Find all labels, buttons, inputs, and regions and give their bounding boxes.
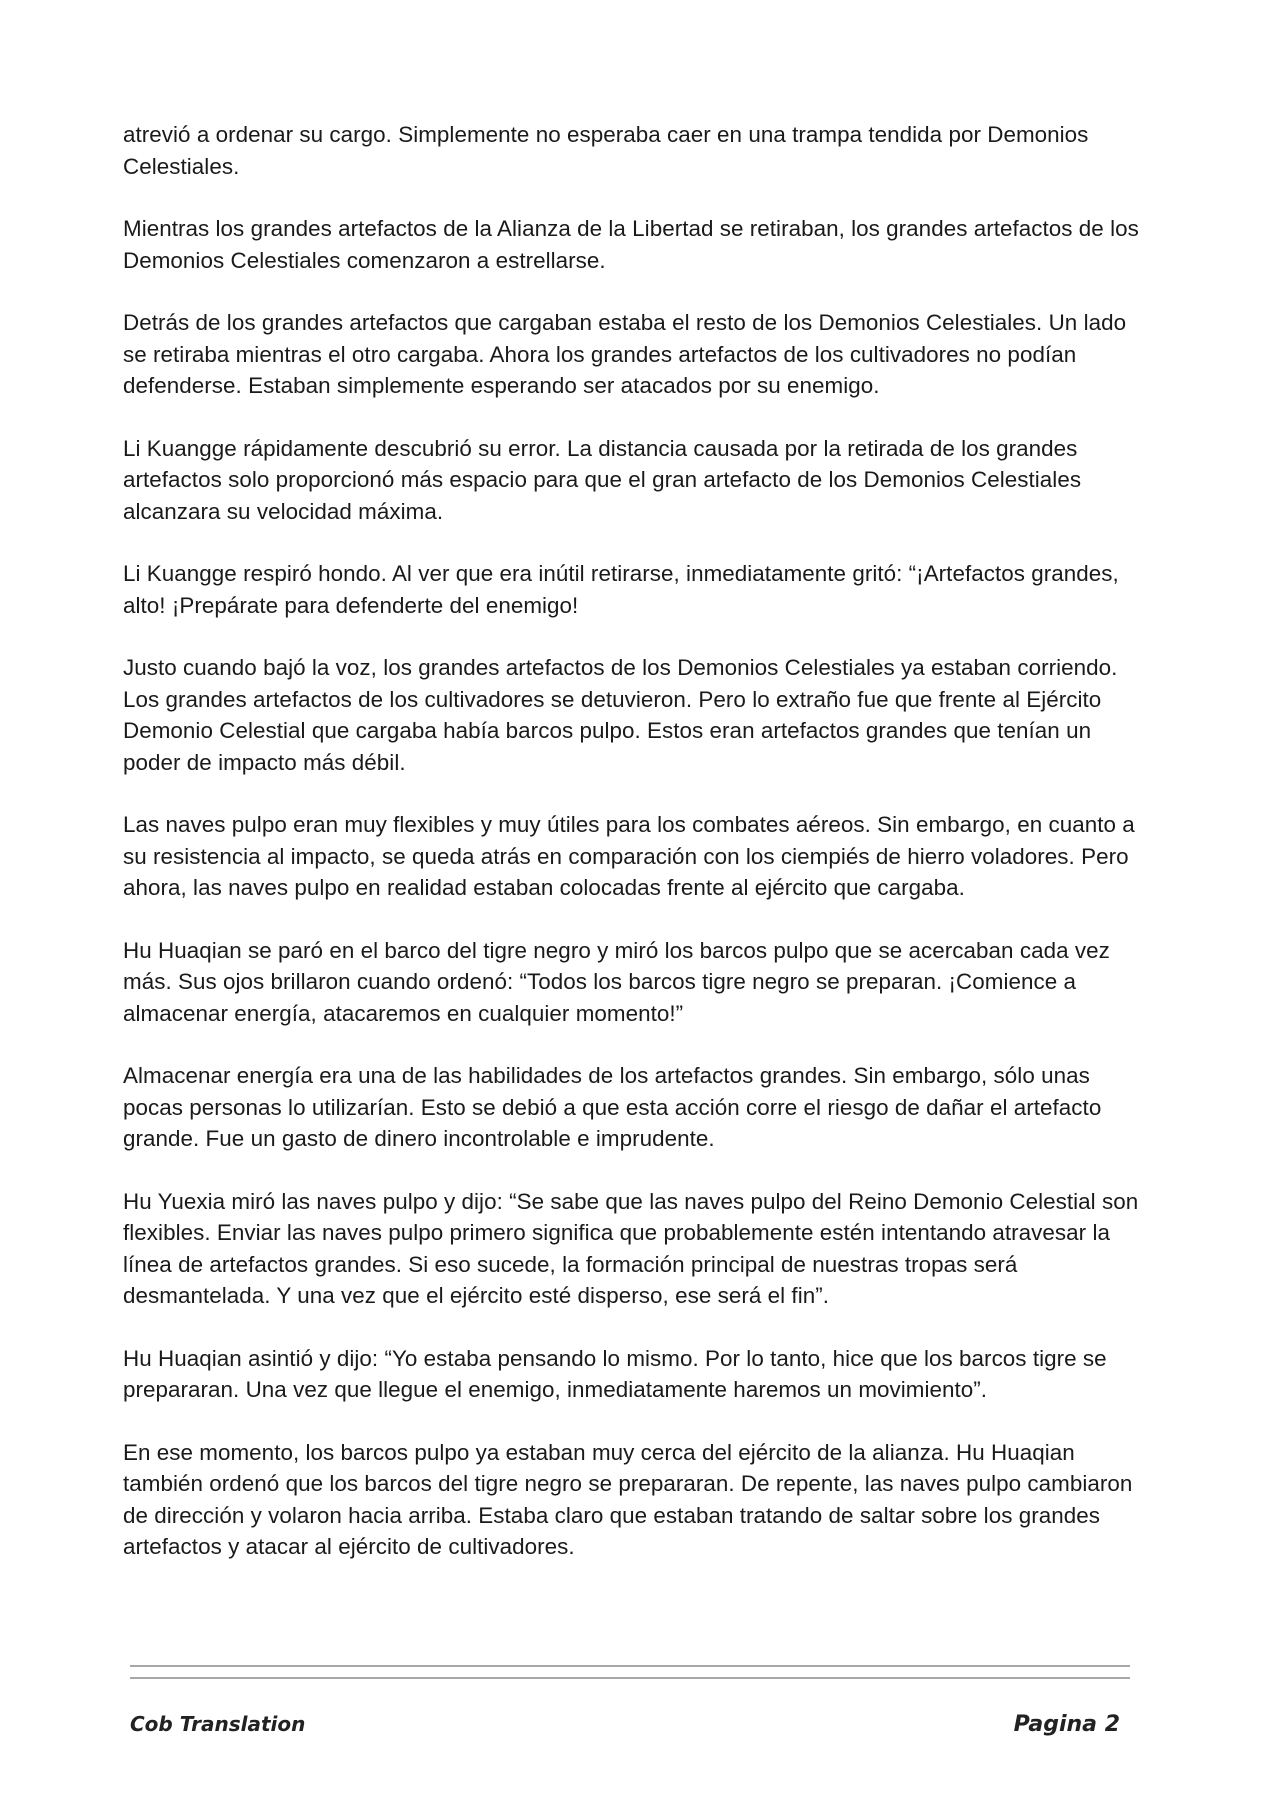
paragraph: Justo cuando bajó la voz, los grandes artefactos de los Demonios Celestiales ya estaban corriendo. Los grandes artefactos de los cultivadores se detuvieron. Pero lo extraño fue que frente al Ejército Demonio Celestial que cargaba había barcos pulpo. Estos eran artefactos grandes que tenían un poder de impacto más débil.: [123, 655, 1118, 775]
paragraph: Li Kuangge rápidamente descubrió su error. La distancia causada por la retirada de los grandes artefactos solo proporcionó más espacio para que el gran artefacto de los Demonios Celestiales alcanzara su velocidad máxima.: [123, 435, 1082, 524]
footer-divider-top: [130, 1665, 1130, 1667]
paragraph: Hu Huaqian asintió y dijo: “Yo estaba pensando lo mismo. Por lo tanto, hice que los barcos tigre se prepararan. Una vez que llegue el enemigo, inmediatamente haremos un movimiento”.: [123, 1345, 1107, 1402]
footer-divider-bottom: [130, 1677, 1130, 1679]
paragraph: Detrás de los grandes artefactos que cargaban estaba el resto de los Demonios Celestiales. Un lado se retiraba mientras el otro cargaba. Ahora los grandes artefactos de los cultivadores no podían defenderse. Estaban simplemente esperando ser atacados por su enemigo.: [123, 310, 1127, 398]
footer-credit: Cob Translation: [130, 1712, 306, 1736]
paragraph: Almacenar energía era una de las habilidades de los artefactos grandes. Sin embargo, sólo unas pocas personas lo utilizarían. Esto se debió a que esta acción corre el riesgo de dañar el artefacto grande. Fue un gasto de dinero incontrolable e imprudente.: [123, 1063, 1102, 1151]
paragraph: Hu Yuexia miró las naves pulpo y dijo: “Se sabe que las naves pulpo del Reino Demonio Celestial son flexibles. Enviar las naves pulpo primero significa que probablemente estén intentando atravesar la línea de artefactos grandes. Si eso sucede, la formación principal de nuestras tropas será desmantelada. Y una vez que el ejército esté disperso, ese será el fin”.: [123, 1188, 1139, 1308]
paragraph: Mientras los grandes artefactos de la Alianza de la Libertad se retiraban, los grandes artefactos de los Demonios Celestiales comenzaron a estrellarse.: [123, 216, 1139, 273]
paragraph: Las naves pulpo eran muy flexibles y muy útiles para los combates aéreos. Sin embargo, en cuanto a su resistencia al impacto, se queda atrás en comparación con los ciempiés de hierro voladores. Pero ahora, las naves pulpo en realidad estaban colocadas frente al ejército que cargaba.: [123, 812, 1135, 900]
paragraph: Hu Huaqian se paró en el barco del tigre negro y miró los barcos pulpo que se acercaban cada vez más. Sus ojos brillaron cuando ordenó: “Todos los barcos tigre negro se preparan. ¡Comience a almacenar energía, atacaremos en cualquier momento!”: [123, 937, 1110, 1026]
paragraph: Li Kuangge respiró hondo. Al ver que era inútil retirarse, inmediatamente gritó: “¡Artefactos grandes, alto! ¡Prepárate para defenderte del enemigo!: [123, 561, 1119, 618]
paragraph: atrevió a ordenar su cargo. Simplemente no esperaba caer en una trampa tendida por Demonios Celestiales.: [123, 122, 1089, 179]
document-body: [123, 119, 1143, 1594]
page-number: Pagina 2: [1013, 1712, 1120, 1737]
paragraph: En ese momento, los barcos pulpo ya estaban muy cerca del ejército de la alianza. Hu Huaqian también ordenó que los barcos del tigre negro se prepararan. De repente, las naves pulpo cambiaron de dirección y volaron hacia arriba. Estaba claro que estaban tratando de saltar sobre los grandes artefactos y atacar al ejército de cultivadores.: [123, 1439, 1133, 1559]
